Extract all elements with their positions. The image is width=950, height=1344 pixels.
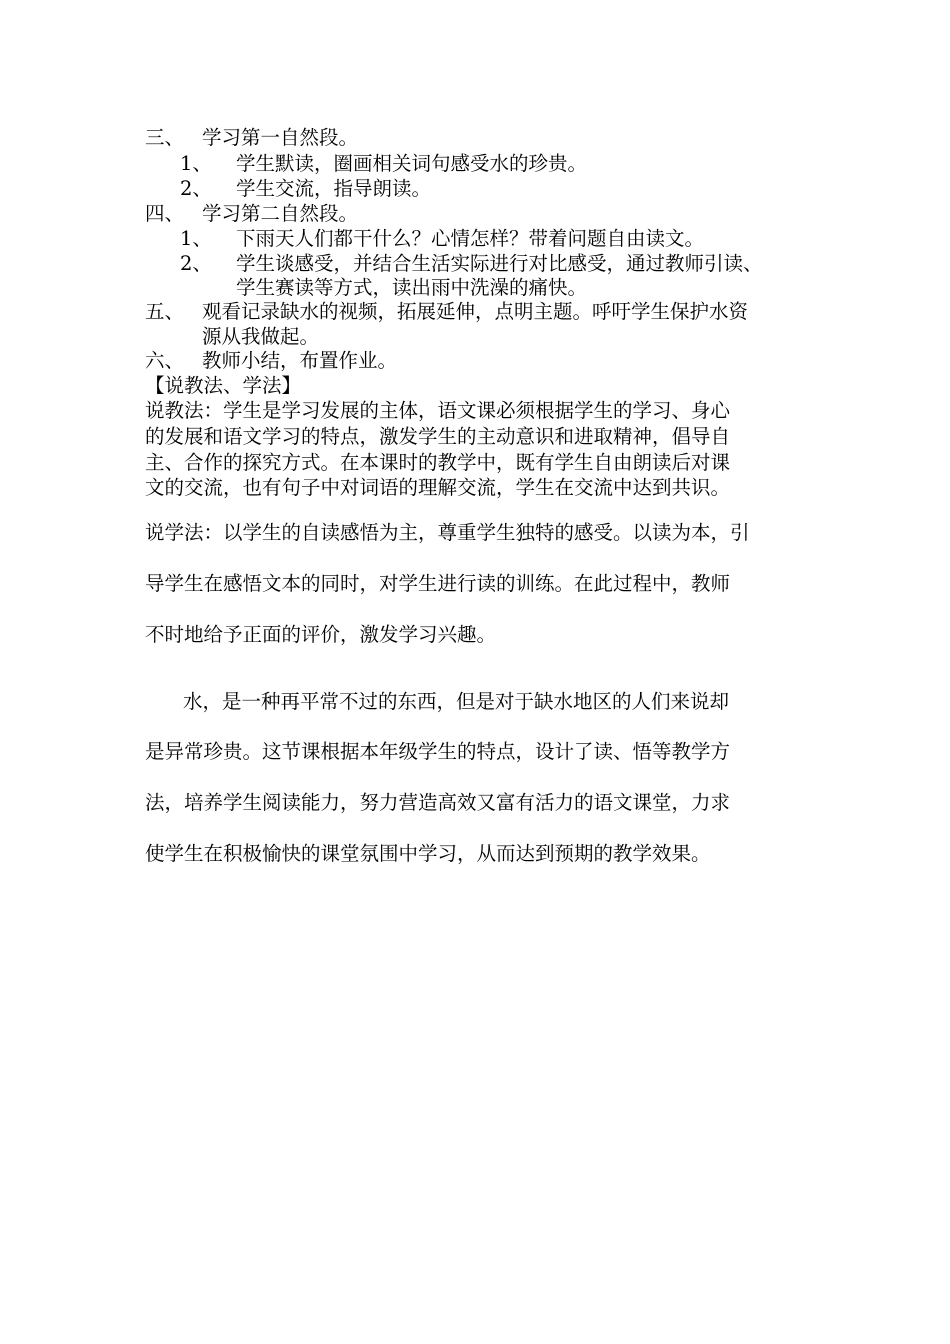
summary-line-1: 水，是一种再平常不过的东西，但是对于缺水地区的人们来说却 [183,690,730,713]
learning-method-line-1: 说学法：以学生的自读感悟为主，尊重学生独特的感受。以读为本，引 [145,521,750,544]
section-5-text-line-2: 源从我做起。 [202,325,320,348]
teaching-method-line-3: 主、合作的探究方式。在本课时的教学中，既有学生自由朗读后对课 [145,451,731,474]
summary-line-4: 使学生在积极愉快的课堂氛围中学习，从而达到预期的教学效果。 [145,842,711,865]
section-3-item-2-text: 学生交流，指导朗读。 [236,177,432,200]
section-6-number: 六、 [145,349,185,372]
section-6-text: 教师小结，布置作业。 [202,349,398,372]
section-4-item-2-text-line-1: 学生谈感受，并结合生活实际进行对比感受，通过教师引读、 [236,252,763,275]
section-4-item-2-text-line-2: 学生赛读等方式，读出雨中洗澡的痛快。 [236,276,588,299]
section-3-title: 学习第一自然段。 [202,126,359,149]
learning-method-line-3: 不时地给予正面的评价，激发学习兴趣。 [145,623,497,646]
section-3-item-1-text: 学生默读，圈画相关词句感受水的珍贵。 [236,152,588,175]
summary-line-2: 是异常珍贵。这节课根据本年级学生的特点，设计了读、悟等教学方 [145,740,731,763]
section-5-text-line-1: 观看记录缺水的视频，拓展延伸，点明主题。呼吁学生保护水资 [202,300,749,323]
section-4-number: 四、 [145,202,185,225]
teaching-method-line-1: 说教法：学生是学习发展的主体，语文课必须根据学生的学习、身心 [145,399,731,422]
section-4-item-2-number: 2、 [180,252,212,275]
method-heading: 【说教法、学法】 [145,374,302,397]
section-4-title: 学习第二自然段。 [202,202,359,225]
learning-method-line-2: 导学生在感悟文本的同时，对学生进行读的训练。在此过程中，教师 [145,572,731,595]
section-3-item-1-number: 1、 [180,152,212,175]
teaching-method-line-2: 的发展和语文学习的特点，激发学生的主动意识和进取精神，倡导自 [145,425,731,448]
section-5-number: 五、 [145,300,185,323]
section-3-item-2-number: 2、 [180,177,212,200]
summary-line-3: 法，培养学生阅读能力，努力营造高效又富有活力的语文课堂，力求 [145,791,731,814]
section-4-item-1-text: 下雨天人们都干什么？心情怎样？带着问题自由读文。 [236,227,705,250]
section-4-item-1-number: 1、 [180,227,212,250]
teaching-method-line-4: 文的交流，也有句子中对词语的理解交流，学生在交流中达到共识。 [145,476,731,499]
section-3-number: 三、 [145,126,185,149]
